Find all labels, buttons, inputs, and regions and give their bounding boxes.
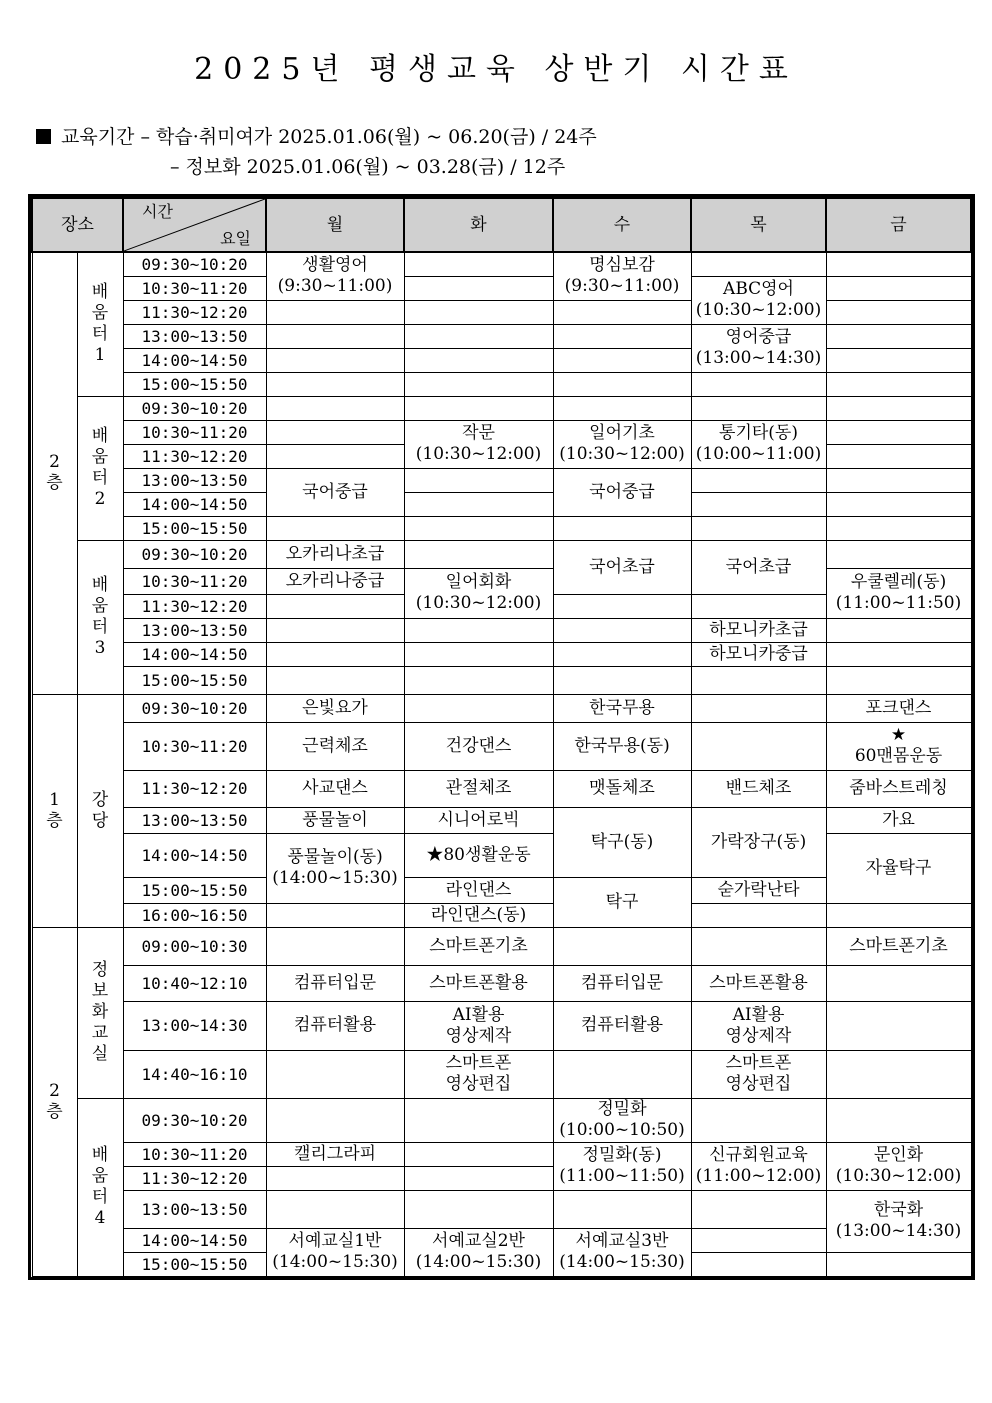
empty-cell [404,516,553,540]
time-cell: 15:00~15:50 [123,516,266,540]
class-cell: 포크댄스 [826,694,971,722]
education-period [36,122,597,182]
empty-cell [404,396,553,420]
class-cell: 국어중급 [553,468,691,516]
table-row [32,1050,971,1098]
page-title: 2025년 평생교육 상반기 시간표 [194,52,798,87]
room-r3 [77,540,123,694]
table-row [32,324,971,348]
table-row [32,372,971,396]
empty-cell [826,516,971,540]
table-row [32,348,971,372]
empty-cell [404,372,553,396]
time-cell: 09:30~10:20 [123,1098,266,1142]
class-cell: 컴퓨터활용 [266,1001,404,1050]
empty-cell [826,300,971,324]
class-cell: 탁구 [553,877,691,927]
empty-cell [553,666,691,694]
header-mon: 월 [266,198,404,252]
empty-cell [553,594,691,618]
time-cell: 14:00~14:50 [123,492,266,516]
table-row [32,492,971,516]
room-r1 [77,252,123,396]
class-cell: 서예교실2반 (14:00~15:30) [404,1228,553,1276]
empty-cell [691,372,826,396]
class-cell: 스마트폰 영상편집 [691,1050,826,1098]
empty-cell [691,252,826,276]
empty-cell [553,1050,691,1098]
room-label: 배 움 터 4 [91,1145,109,1228]
empty-cell [826,1098,971,1142]
class-cell: 스마트폰활용 [691,965,826,1001]
table-row [32,420,971,444]
empty-cell [826,540,971,568]
class-cell: 문인화 (10:30~12:00) [826,1142,971,1190]
empty-cell [404,694,553,722]
empty-cell [691,396,826,420]
empty-cell [826,276,971,300]
empty-cell [826,642,971,666]
empty-cell [266,903,404,927]
time-cell: 09:30~10:20 [123,396,266,420]
room-hall [77,694,123,927]
empty-cell [826,324,971,348]
empty-cell [404,1142,553,1166]
empty-cell [404,618,553,642]
floor-label: 2 층 [46,452,63,494]
floor-2-cell [32,927,77,1276]
table-row [32,833,971,877]
table-row [32,540,971,568]
empty-cell [826,903,971,927]
table-row [32,694,971,722]
empty-cell [266,348,404,372]
table-row [32,642,971,666]
class-cell: 하모니카중급 [691,642,826,666]
time-cell: 15:00~15:50 [123,372,266,396]
table-row [32,618,971,642]
empty-cell [826,420,971,444]
floor-2-cell [32,252,77,694]
class-cell: AI활용 영상제작 [404,1001,553,1050]
empty-cell [553,1190,691,1228]
empty-cell [266,642,404,666]
empty-cell [553,927,691,965]
time-cell: 16:00~16:50 [123,903,266,927]
class-cell: 숟가락난타 [691,877,826,903]
class-cell: 스마트폰활용 [404,965,553,1001]
time-cell: 11:30~12:20 [123,1166,266,1190]
empty-cell [266,396,404,420]
time-cell: 13:00~13:50 [123,807,266,833]
empty-cell [691,594,826,618]
table-row [32,1190,971,1228]
empty-cell [826,1001,971,1050]
empty-cell [266,300,404,324]
time-cell: 15:00~15:50 [123,1252,266,1276]
class-cell: 가락장구(동) [691,807,826,877]
empty-cell [826,1050,971,1098]
class-cell: 근력체조 [266,722,404,770]
time-cell: 11:30~12:20 [123,770,266,807]
empty-cell [826,372,971,396]
class-cell: AI활용 영상제작 [691,1001,826,1050]
empty-cell [404,642,553,666]
class-cell: 하모니카초급 [691,618,826,642]
empty-cell [404,1166,553,1190]
time-cell: 10:30~11:20 [123,722,266,770]
time-cell: 13:00~13:50 [123,618,266,642]
header-place: 장소 [32,198,123,252]
empty-cell [404,276,553,300]
class-cell: 시니어로빅 [404,807,553,833]
table-row [32,903,971,927]
header-day: 요일 [220,229,252,248]
class-cell: 스마트폰 영상편집 [404,1050,553,1098]
empty-cell [266,516,404,540]
room-info [77,927,123,1098]
empty-cell [826,492,971,516]
class-cell: 탁구(동) [553,807,691,877]
empty-cell [826,666,971,694]
table-row [32,1098,971,1142]
empty-cell [404,324,553,348]
empty-cell [266,594,404,618]
floor-1-cell [32,694,77,927]
time-cell: 13:00~14:30 [123,1001,266,1050]
empty-cell [691,468,826,492]
empty-cell [691,694,826,722]
class-cell: 관절체조 [404,770,553,807]
empty-cell [266,324,404,348]
empty-cell [404,348,553,372]
class-cell: 통기타(동) (10:00~11:00) [691,420,826,468]
room-label: 정 보 화 교 실 [91,960,109,1064]
class-cell: 정밀화 (10:00~10:50) [553,1098,691,1142]
empty-cell [553,372,691,396]
empty-cell [266,420,404,444]
class-cell: 캘리그라피 [266,1142,404,1166]
empty-cell [826,618,971,642]
class-cell: 풍물놀이(동) (14:00~15:30) [266,833,404,903]
header-time-day [123,198,266,252]
time-cell: 10:30~11:20 [123,276,266,300]
empty-cell [404,252,553,276]
room-r2 [77,396,123,540]
table-row [32,1142,971,1166]
empty-cell [691,1252,826,1276]
period-line-1: 교육기간 – 학습·취미여가 2025.01.06(월) ~ 06.20(금) / 24주 [61,126,597,148]
class-cell: 한국무용 [553,694,691,722]
empty-cell [553,324,691,348]
table-row [32,770,971,807]
table-row [32,1001,971,1050]
period-line-2: – 정보화 2025.01.06(월) ~ 03.28(금) / 12주 [170,156,566,178]
header-time: 시간 [142,202,173,221]
class-cell: 일어회화 (10:30~12:00) [404,568,553,618]
empty-cell [266,618,404,642]
class-cell: 컴퓨터입문 [266,965,404,1001]
table-row [32,722,971,770]
square-bullet-icon [36,129,51,144]
time-cell: 14:00~14:50 [123,642,266,666]
empty-cell [691,516,826,540]
table-row [32,396,971,420]
table-row [32,468,971,492]
time-cell: 11:30~12:20 [123,594,266,618]
class-cell: 생활영어 (9:30~11:00) [266,252,404,300]
room-r4 [77,1098,123,1276]
table-row [32,807,971,833]
class-cell: ★ 60맨몸운동 [826,722,971,770]
table-row [32,252,971,276]
time-cell: 09:30~10:20 [123,252,266,276]
class-cell: 은빛요가 [266,694,404,722]
empty-cell [553,618,691,642]
table-row [32,965,971,1001]
class-cell: 풍물놀이 [266,807,404,833]
class-cell: 신규회원교육 (11:00~12:00) [691,1142,826,1190]
time-cell: 10:40~12:10 [123,965,266,1001]
time-cell: 09:30~10:20 [123,540,266,568]
class-cell: 우쿨렐레(동) (11:00~11:50) [826,568,971,618]
class-cell: 밴드체조 [691,770,826,807]
time-cell: 14:00~14:50 [123,1228,266,1252]
floor-label: 2 층 [46,1080,63,1122]
empty-cell [266,1098,404,1142]
empty-cell [826,1252,971,1276]
empty-cell [826,348,971,372]
class-cell: 국어초급 [553,540,691,594]
floor-label: 1 층 [46,789,63,831]
time-cell: 14:40~16:10 [123,1050,266,1098]
class-cell: 사교댄스 [266,770,404,807]
header-fri: 금 [826,198,971,252]
empty-cell [691,1228,826,1252]
empty-cell [404,492,553,516]
empty-cell [691,666,826,694]
empty-cell [404,1098,553,1142]
class-cell: 서예교실3반 (14:00~15:30) [553,1228,691,1276]
empty-cell [404,540,553,568]
table-row [32,276,971,300]
table-row [32,927,971,965]
time-cell: 09:00~10:30 [123,927,266,965]
class-cell: 컴퓨터활용 [553,1001,691,1050]
class-cell: 오카리나중급 [266,568,404,594]
header-thu: 목 [691,198,826,252]
class-cell: 건강댄스 [404,722,553,770]
empty-cell [826,965,971,1001]
class-cell: 작문 (10:30~12:00) [404,420,553,468]
schedule-table [31,197,972,1277]
room-label: 배 움 터 2 [91,426,109,509]
class-cell: ABC영어 (10:30~12:00) [691,276,826,324]
class-cell: 라인댄스 [404,877,553,903]
class-cell: 스마트폰기초 [404,927,553,965]
class-cell: 라인댄스(동) [404,903,553,927]
class-cell: 일어기초 (10:30~12:00) [553,420,691,468]
table-row [32,516,971,540]
empty-cell [266,1050,404,1098]
time-cell: 13:00~13:50 [123,324,266,348]
empty-cell [266,666,404,694]
time-cell: 14:00~14:50 [123,348,266,372]
table-row [32,666,971,694]
empty-cell [404,468,553,492]
class-cell: 컴퓨터입문 [553,965,691,1001]
empty-cell [691,903,826,927]
empty-cell [553,516,691,540]
class-cell: 국어중급 [266,468,404,516]
empty-cell [826,396,971,420]
empty-cell [691,1190,826,1228]
empty-cell [553,348,691,372]
class-cell: 스마트폰기초 [826,927,971,965]
class-cell: 정밀화(동) (11:00~11:50) [553,1142,691,1190]
time-cell: 14:00~14:50 [123,833,266,877]
class-cell: ★80생활운동 [404,833,553,877]
class-cell: 한국무용(동) [553,722,691,770]
class-cell: 줌바스트레칭 [826,770,971,807]
time-cell: 10:30~11:20 [123,1142,266,1166]
time-cell: 13:00~13:50 [123,1190,266,1228]
class-cell: 서예교실1반 (14:00~15:30) [266,1228,404,1276]
time-cell: 11:30~12:20 [123,444,266,468]
room-label: 배 움 터 1 [91,282,109,366]
class-cell: 자율탁구 [826,833,971,903]
header-wed: 수 [553,198,691,252]
empty-cell [266,444,404,468]
empty-cell [553,300,691,324]
header-row [32,198,971,252]
room-label: 배 움 터 3 [91,575,109,658]
empty-cell [266,1166,404,1190]
time-cell: 15:00~15:50 [123,666,266,694]
class-cell: 한국화 (13:00~14:30) [826,1190,971,1252]
class-cell: 가요 [826,807,971,833]
class-cell: 명심보감 (9:30~11:00) [553,252,691,300]
empty-cell [553,642,691,666]
empty-cell [266,1190,404,1228]
header-tue: 화 [404,198,553,252]
time-cell: 10:30~11:20 [123,568,266,594]
empty-cell [404,1190,553,1228]
table-row [32,568,971,594]
time-cell: 10:30~11:20 [123,420,266,444]
empty-cell [404,300,553,324]
class-cell: 영어중급 (13:00~14:30) [691,324,826,372]
empty-cell [826,444,971,468]
empty-cell [553,396,691,420]
empty-cell [266,927,404,965]
empty-cell [691,927,826,965]
class-cell: 오카리나초급 [266,540,404,568]
empty-cell [404,666,553,694]
empty-cell [691,722,826,770]
time-cell: 11:30~12:20 [123,300,266,324]
room-label: 강 당 [91,789,109,831]
time-cell: 13:00~13:50 [123,468,266,492]
empty-cell [691,1098,826,1142]
empty-cell [826,252,971,276]
class-cell: 맷돌체조 [553,770,691,807]
time-cell: 09:30~10:20 [123,694,266,722]
time-cell: 15:00~15:50 [123,877,266,903]
empty-cell [266,372,404,396]
class-cell: 국어초급 [691,540,826,594]
empty-cell [826,468,971,492]
empty-cell [691,492,826,516]
table-row [32,300,971,324]
